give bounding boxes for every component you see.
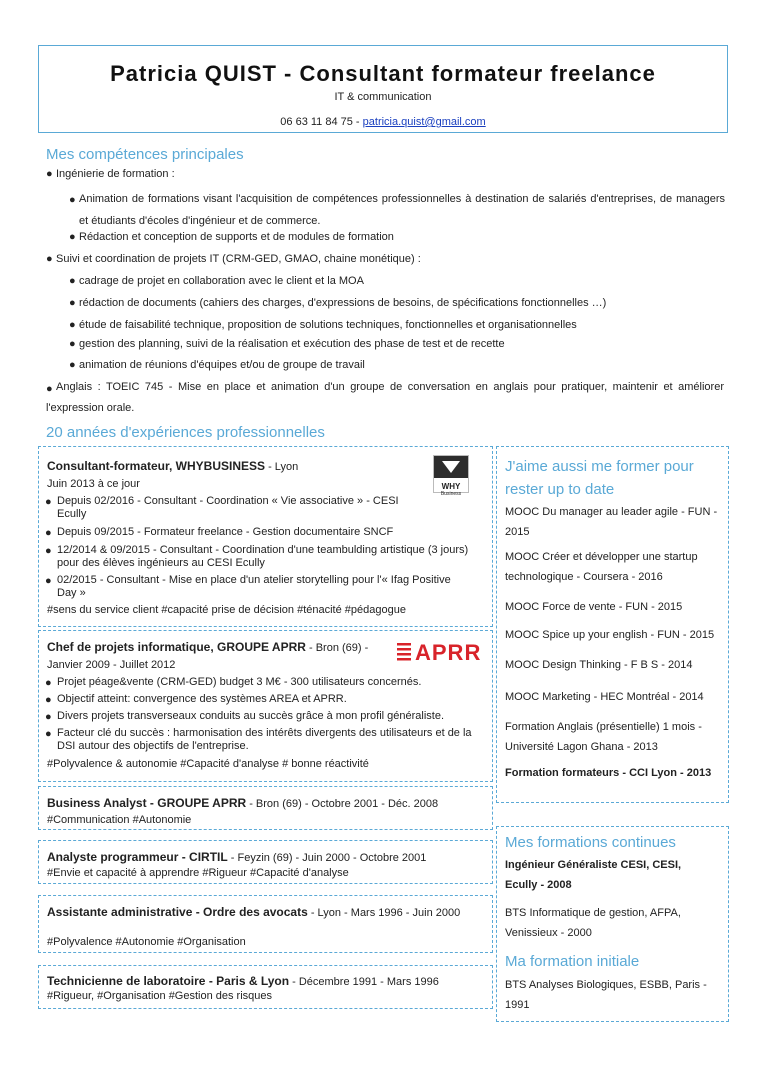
job-info: - Décembre 1991 - Mars 1996 bbox=[289, 976, 439, 988]
training-item-1: Animation de formations visant l'acquisition de compétences professionnelles à destination de salariés d'entreprises, de managers et étudiants d'écoles d'ingénieur et de commerce. bbox=[79, 193, 725, 227]
bullet-icon: ● bbox=[69, 338, 76, 350]
self-training-title: J'aime aussi me former pour rester up to date bbox=[505, 458, 694, 498]
job-card bbox=[38, 965, 493, 1009]
it-item-1: cadrage de projet en collaboration avec le client et la MOA bbox=[79, 275, 364, 287]
training-label: Ingénierie de formation : bbox=[56, 168, 175, 180]
bullet-icon: ● bbox=[45, 677, 52, 689]
job-title: Chef de projets informatique, GROUPE APRR bbox=[47, 640, 306, 654]
job-title-line bbox=[47, 796, 438, 810]
it-item-5: animation de réunions d'équipes et/ou de groupe de travail bbox=[79, 359, 365, 371]
phone: 06 63 11 84 75 - bbox=[280, 116, 363, 128]
bullet-icon: ● bbox=[46, 383, 53, 395]
subtitle: IT & communication bbox=[334, 91, 432, 103]
education-box bbox=[496, 826, 729, 1022]
self-training-item: MOOC Marketing - HEC Montréal - 2014 bbox=[505, 691, 704, 703]
job-info: - Bron (69) - bbox=[305, 642, 369, 654]
job-bullet: Objectif atteint: convergence des systèmes AREA et APRR. bbox=[57, 693, 347, 705]
job-title: Analyste programmeur - CIRTIL bbox=[47, 850, 228, 864]
it-item-3: étude de faisabilité technique, proposition de solutions techniques, fonctionnelles et organisationnelles bbox=[79, 319, 577, 331]
email-link[interactable]: patricia.quist@gmail.com bbox=[362, 116, 486, 128]
job-tags: #Rigueur, #Organisation #Gestion des risques bbox=[47, 990, 273, 1002]
job-bullet: 02/2015 - Consultant - Mise en place d'un atelier storytelling pour l'« Ifag Positive Day » bbox=[57, 574, 451, 599]
job-bullet: Projet péage&vente (CRM-GED) budget 3 M€ - 300 utilisateurs concernés. bbox=[57, 676, 422, 688]
bullet-icon: ● bbox=[69, 194, 76, 206]
job-card bbox=[38, 630, 493, 782]
job-bullet: Facteur clé du succès : harmonisation des intérêts divergents des utilisateurs et de la DSI autour des objectifs de l'entreprise. bbox=[57, 727, 472, 752]
job-bullet: Depuis 09/2015 - Formateur freelance - Gestion documentaire SNCF bbox=[57, 526, 394, 538]
job-bullet: Divers projets transverseaux conduits au succès grâce à mon profil généraliste. bbox=[57, 710, 445, 722]
header-box bbox=[38, 45, 728, 133]
english-skill: Anglais : TOEIC 745 - Mise en place et animation d'un groupe de conversation en anglais pour pratiquer, maintenir et améliorer l'expression orale. bbox=[46, 381, 724, 414]
job-title-line bbox=[47, 459, 298, 473]
aprr-logo-text: APRR bbox=[415, 640, 482, 665]
job-card bbox=[38, 840, 493, 884]
job-title-line bbox=[47, 974, 439, 988]
bullet-icon: ● bbox=[45, 545, 52, 557]
whybusiness-logo bbox=[433, 455, 469, 497]
job-card bbox=[38, 446, 493, 627]
bullet-icon: ● bbox=[45, 527, 52, 539]
self-training-item: MOOC Spice up your english - FUN - 2015 bbox=[505, 629, 715, 641]
job-title: Assistante administrative - Ordre des avocats bbox=[47, 905, 308, 919]
self-training-item: MOOC Du manager au leader agile - FUN - 2015 bbox=[505, 506, 718, 538]
why-logo-text: WHY bbox=[441, 482, 461, 491]
skills-title: Mes compétences principales bbox=[46, 146, 244, 163]
bullet-icon: ● bbox=[45, 728, 52, 740]
job-title: Business Analyst - GROUPE APRR bbox=[47, 796, 247, 810]
bullet-icon: ● bbox=[69, 319, 76, 331]
job-title: Consultant-formateur, WHYBUSINESS bbox=[47, 459, 266, 473]
job-tags: #Communication #Autonomie bbox=[47, 814, 192, 826]
job-title: Technicienne de laboratoire - Paris & Lyon bbox=[47, 974, 290, 988]
job-tags: #Polyvalence & autonomie #Capacité d'analyse # bonne réactivité bbox=[47, 758, 369, 770]
initial-title: Ma formation initiale bbox=[505, 953, 640, 970]
job-title-line bbox=[47, 640, 368, 654]
job-info: - Lyon bbox=[265, 461, 299, 473]
bullet-icon: ● bbox=[45, 496, 52, 508]
job-bullet: Depuis 02/2016 - Consultant - Coordination « Vie associative » - CESI Ecully bbox=[57, 495, 399, 520]
continuing-title: Mes formations continues bbox=[505, 834, 676, 851]
self-training-item: MOOC Design Thinking - F B S - 2014 bbox=[505, 659, 693, 671]
it-item-4: gestion des planning, suivi de la réalisation et exécution des phase de test et de recette bbox=[79, 338, 505, 350]
bullet-icon: ● bbox=[45, 575, 52, 587]
self-training-item: MOOC Force de vente - FUN - 2015 bbox=[505, 601, 683, 613]
bullet-icon: ● bbox=[69, 297, 76, 309]
bullet-icon: ● bbox=[45, 711, 52, 723]
training-item-2: Rédaction et conception de supports et de modules de formation bbox=[79, 231, 394, 243]
self-training-item: MOOC Créer et développer une startup technologique - Coursera - 2016 bbox=[505, 551, 698, 583]
job-period: Juin 2013 à ce jour bbox=[47, 478, 140, 490]
continuing-item: BTS Informatique de gestion, AFPA, Venissieux - 2000 bbox=[505, 907, 681, 939]
aprr-logo bbox=[397, 639, 483, 665]
bullet-icon: ● bbox=[45, 694, 52, 706]
job-info: - Feyzin (69) - Juin 2000 - Octobre 2001 bbox=[227, 852, 427, 864]
self-training-item: Formation Anglais (présentielle) 1 mois - Université Lagon Ghana - 2013 bbox=[505, 721, 702, 753]
page-title: Patricia QUIST - Consultant formateur freelance bbox=[110, 61, 656, 86]
contact-line bbox=[39, 116, 727, 128]
why-logo-icon bbox=[434, 456, 468, 478]
job-card bbox=[38, 895, 493, 953]
bullet-icon: ● bbox=[46, 253, 53, 265]
job-bullet: 12/2014 & 09/2015 - Consultant - Coordination d'une teambulding artistique (3 jours) pour des élèves ingénieurs au CESI Ecully bbox=[57, 544, 469, 569]
job-title-line bbox=[47, 905, 477, 920]
continuing-item: Ingénieur Généraliste CESI, CESI, Ecully - 2008 bbox=[505, 859, 682, 891]
job-card bbox=[38, 786, 493, 830]
self-training-item: Formation formateurs - CCI Lyon - 2013 bbox=[505, 767, 712, 779]
job-info: - Lyon - Mars 1996 - Juin 2000 bbox=[307, 907, 461, 919]
job-title-line bbox=[47, 850, 426, 864]
it-item-2: rédaction de documents (cahiers des charges, d'expressions de besoins, de spécifications fonctionnelles …) bbox=[79, 297, 607, 309]
job-tags: #Polyvalence #Autonomie #Organisation bbox=[47, 936, 246, 948]
self-training-box bbox=[496, 446, 729, 803]
why-logo-sub: Business bbox=[440, 491, 462, 497]
job-period: Janvier 2009 - Juillet 2012 bbox=[47, 659, 176, 671]
bullet-icon: ● bbox=[69, 275, 76, 287]
job-tags: #Envie et capacité à apprendre #Rigueur #Capacité d'analyse bbox=[47, 867, 349, 879]
bullet-icon: ● bbox=[69, 231, 76, 243]
bullet-icon: ● bbox=[69, 359, 76, 371]
initial-item: BTS Analyses Biologiques, ESBB, Paris - 1991 bbox=[505, 979, 707, 1011]
it-label: Suivi et coordination de projets IT (CRM-GED, GMAO, chaine monétique) : bbox=[56, 253, 421, 265]
job-info: - Bron (69) - Octobre 2001 - Déc. 2008 bbox=[246, 798, 439, 810]
bullet-icon: ● bbox=[46, 168, 53, 180]
job-tags: #sens du service client #capacité prise de décision #ténacité #pédagogue bbox=[47, 604, 406, 616]
experience-title: 20 années d'expériences professionnelles bbox=[46, 424, 325, 441]
